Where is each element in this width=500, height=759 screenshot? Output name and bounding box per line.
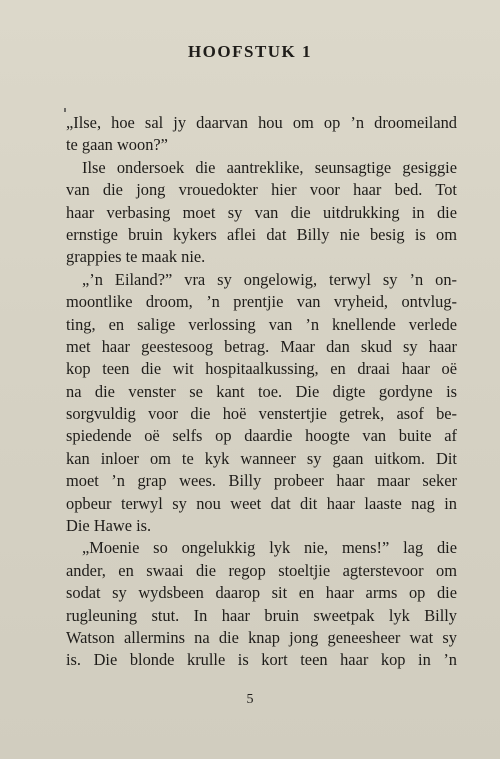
text-line: moontlike droom, ’n prentjie van vryheid, ontvlug- [66, 292, 457, 312]
text-line: kop teen die wit hospitaalkussing, en draai haar oë [66, 359, 457, 379]
text-line: na die venster se kant toe. Die digte gordyne is [66, 381, 457, 401]
text-line: ernstige bruin kykers aflei dat Billy nie besig is om [66, 224, 457, 244]
chapter-title: HOOFSTUK 1 [187, 42, 313, 61]
text-line: ander, en swaai die regop stoeltjie agterstevoor om [66, 560, 457, 580]
text-line: met haar geestesoog betrag. Maar dan skud sy haar [66, 336, 457, 356]
text-line: haar verbasing moet sy van die uitdrukking in die [66, 202, 457, 222]
text-line: ting, en salige verlossing van ’n knellende verlede [66, 314, 457, 334]
text-line: te gaan woon?” [66, 135, 168, 155]
text-line: opbeur terwyl sy nou weet dat dit haar laaste nag in [66, 493, 457, 513]
text-line: Die Hawe is. [66, 516, 152, 536]
text-line: sorgvuldig voor die hoë venstertjie getrek, asof be- [66, 404, 457, 424]
text-line: Ilse ondersoek die aantreklike, seunsagtige gesiggie [82, 157, 457, 177]
text-line: sodat sy wydsbeen daarop sit en haar arms op die [66, 583, 457, 603]
text-line: grappies te maak nie. [66, 247, 206, 267]
text-line: „’n Eiland?” vra sy ongelowig, terwyl sy ’n on- [82, 269, 457, 289]
body-text [66, 112, 457, 672]
text-line: spiedende oë selfs op daardie hoogte van buite af [66, 426, 457, 446]
text-line: moet ’n grap wees. Billy probeer haar maar seker [66, 471, 457, 491]
text-line: Watson allermins na die knap jong geneesheer wat sy [66, 627, 457, 647]
text-line: „Ilse, hoe sal jy daarvan hou om op ’n droomeiland [66, 113, 457, 132]
text-line: is. Die blonde krulle is kort teen haar kop in ’n [66, 650, 457, 670]
text-line: van die jong vrouedokter hier voor haar bed. Tot [66, 180, 457, 200]
page-number: 5 [246, 692, 254, 707]
text-line: „Moenie so ongelukkig lyk nie, mens!” lag die [82, 538, 457, 558]
text-line: kan inloer om te kyk wanneer sy gaan uitkom. Dit [66, 448, 457, 468]
text-line: rugleuning stut. In haar bruin sweetpak lyk Billy [66, 605, 457, 625]
